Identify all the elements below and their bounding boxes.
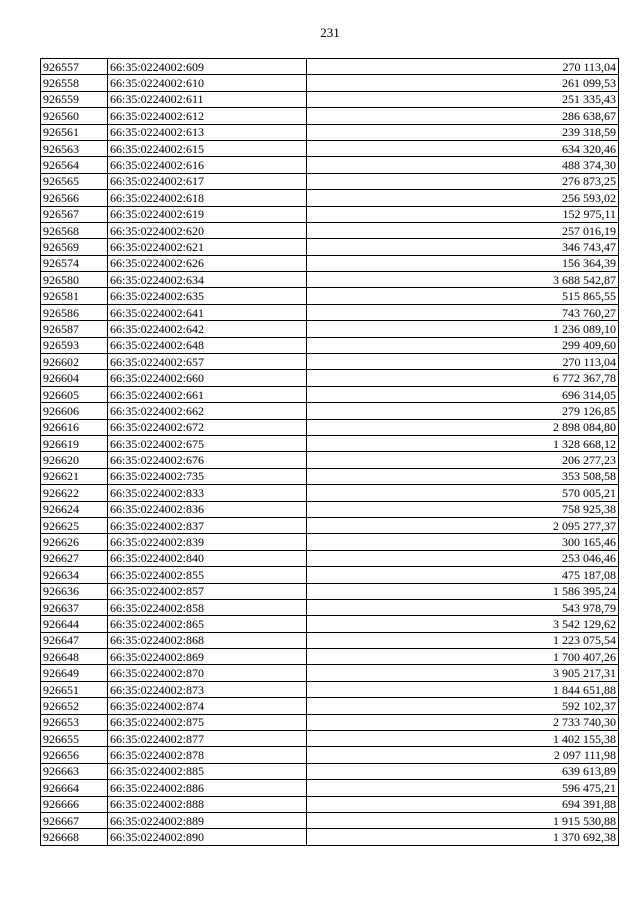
row-number-cell: 926604 [41, 370, 108, 386]
table-row [41, 91, 619, 107]
cadastral-number-cell: 66:35:0224002:648 [108, 337, 307, 353]
cadastral-number-cell: 66:35:0224002:662 [108, 403, 307, 419]
cadastral-number-cell: 66:35:0224002:617 [108, 173, 307, 189]
row-number-cell: 926580 [41, 272, 108, 288]
cadastral-value-cell: 1 402 155,38 [307, 731, 619, 747]
table-row [41, 403, 619, 419]
cadastral-value-cell: 596 475,21 [307, 780, 619, 796]
cadastral-value-cell: 156 364,39 [307, 255, 619, 271]
row-number-cell: 926563 [41, 140, 108, 156]
cadastral-value-cell: 1 328 668,12 [307, 435, 619, 451]
row-number-cell: 926666 [41, 796, 108, 812]
table-row [41, 501, 619, 517]
table-row [41, 157, 619, 173]
cadastral-value-cell: 1 844 651,88 [307, 681, 619, 697]
cadastral-value-cell: 1 370 692,38 [307, 829, 619, 845]
cadastral-value-cell: 1 236 089,10 [307, 321, 619, 337]
cadastral-number-cell: 66:35:0224002:613 [108, 124, 307, 140]
cadastral-number-cell: 66:35:0224002:675 [108, 435, 307, 451]
row-number-cell: 926616 [41, 419, 108, 435]
cadastral-value-cell: 239 318,59 [307, 124, 619, 140]
cadastral-number-cell: 66:35:0224002:855 [108, 567, 307, 583]
table-row [41, 747, 619, 763]
cadastral-value-cell: 2 097 111,98 [307, 747, 619, 763]
cadastral-value-cell: 1 223 075,54 [307, 632, 619, 648]
row-number-cell: 926561 [41, 124, 108, 140]
row-number-cell: 926605 [41, 386, 108, 402]
row-number-cell: 926586 [41, 304, 108, 320]
cadastral-number-cell: 66:35:0224002:616 [108, 157, 307, 173]
row-number-cell: 926663 [41, 763, 108, 779]
row-number-cell: 926568 [41, 222, 108, 238]
table-row [41, 665, 619, 681]
table-row [41, 140, 619, 156]
row-number-cell: 926567 [41, 206, 108, 222]
table-row [41, 75, 619, 91]
cadastral-value-cell: 634 320,46 [307, 140, 619, 156]
table-row [41, 780, 619, 796]
cadastral-value-cell: 2 733 740,30 [307, 714, 619, 730]
cadastral-value-cell: 515 865,55 [307, 288, 619, 304]
cadastral-value-cell: 270 113,04 [307, 354, 619, 370]
row-number-cell: 926664 [41, 780, 108, 796]
table-row [41, 583, 619, 599]
table-row [41, 763, 619, 779]
table-row [41, 599, 619, 615]
table-row [41, 337, 619, 353]
cadastral-value-cell: 353 508,58 [307, 468, 619, 484]
table-row [41, 386, 619, 402]
cadastral-value-cell: 256 593,02 [307, 190, 619, 206]
row-number-cell: 926647 [41, 632, 108, 648]
cadastral-number-cell: 66:35:0224002:735 [108, 468, 307, 484]
row-number-cell: 926620 [41, 452, 108, 468]
row-number-cell: 926626 [41, 534, 108, 550]
table-row [41, 222, 619, 238]
cadastral-number-cell: 66:35:0224002:888 [108, 796, 307, 812]
row-number-cell: 926581 [41, 288, 108, 304]
table-row [41, 239, 619, 255]
cadastral-value-cell: 694 391,88 [307, 796, 619, 812]
table-row [41, 370, 619, 386]
row-number-cell: 926560 [41, 108, 108, 124]
table-row [41, 534, 619, 550]
row-number-cell: 926668 [41, 829, 108, 845]
row-number-cell: 926606 [41, 403, 108, 419]
row-number-cell: 926634 [41, 567, 108, 583]
cadastral-number-cell: 66:35:0224002:857 [108, 583, 307, 599]
cadastral-value-cell: 286 638,67 [307, 108, 619, 124]
table-row [41, 206, 619, 222]
cadastral-number-cell: 66:35:0224002:635 [108, 288, 307, 304]
cadastral-value-cell: 6 772 367,78 [307, 370, 619, 386]
table-row [41, 108, 619, 124]
cadastral-number-cell: 66:35:0224002:858 [108, 599, 307, 615]
cadastral-number-cell: 66:35:0224002:626 [108, 255, 307, 271]
row-number-cell: 926648 [41, 649, 108, 665]
cadastral-number-cell: 66:35:0224002:621 [108, 239, 307, 255]
cadastral-number-cell: 66:35:0224002:634 [108, 272, 307, 288]
cadastral-value-cell: 570 005,21 [307, 485, 619, 501]
cadastral-number-cell: 66:35:0224002:873 [108, 681, 307, 697]
row-number-cell: 926624 [41, 501, 108, 517]
table-row [41, 714, 619, 730]
cadastral-number-cell: 66:35:0224002:870 [108, 665, 307, 681]
table-row [41, 468, 619, 484]
cadastral-number-cell: 66:35:0224002:610 [108, 75, 307, 91]
row-number-cell: 926564 [41, 157, 108, 173]
row-number-cell: 926622 [41, 485, 108, 501]
table-body [41, 59, 619, 846]
cadastral-number-cell: 66:35:0224002:836 [108, 501, 307, 517]
table-row [41, 190, 619, 206]
cadastral-number-cell: 66:35:0224002:672 [108, 419, 307, 435]
table-row [41, 812, 619, 828]
table-row [41, 731, 619, 747]
row-number-cell: 926569 [41, 239, 108, 255]
cadastral-value-cell: 251 335,43 [307, 91, 619, 107]
cadastral-value-cell: 206 277,23 [307, 452, 619, 468]
table-row [41, 288, 619, 304]
cadastral-value-cell: 270 113,04 [307, 59, 619, 75]
row-number-cell: 926625 [41, 517, 108, 533]
row-number-cell: 926656 [41, 747, 108, 763]
row-number-cell: 926649 [41, 665, 108, 681]
row-number-cell: 926593 [41, 337, 108, 353]
cadastral-value-cell: 300 165,46 [307, 534, 619, 550]
cadastral-value-cell: 475 187,08 [307, 567, 619, 583]
cadastral-value-cell: 758 925,38 [307, 501, 619, 517]
cadastral-number-cell: 66:35:0224002:676 [108, 452, 307, 468]
cadastral-number-cell: 66:35:0224002:661 [108, 386, 307, 402]
table-row [41, 173, 619, 189]
row-number-cell: 926652 [41, 698, 108, 714]
row-number-cell: 926621 [41, 468, 108, 484]
table-row [41, 567, 619, 583]
table-row [41, 698, 619, 714]
cadastral-number-cell: 66:35:0224002:875 [108, 714, 307, 730]
table-row [41, 272, 619, 288]
cadastral-value-cell: 1 586 395,24 [307, 583, 619, 599]
cadastral-number-cell: 66:35:0224002:641 [108, 304, 307, 320]
row-number-cell: 926636 [41, 583, 108, 599]
cadastral-number-cell: 66:35:0224002:612 [108, 108, 307, 124]
cadastral-value-cell: 592 102,37 [307, 698, 619, 714]
row-number-cell: 926565 [41, 173, 108, 189]
table-row [41, 321, 619, 337]
table-row [41, 632, 619, 648]
cadastral-number-cell: 66:35:0224002:889 [108, 812, 307, 828]
row-number-cell: 926627 [41, 550, 108, 566]
cadastral-number-cell: 66:35:0224002:868 [108, 632, 307, 648]
table-row [41, 649, 619, 665]
row-number-cell: 926587 [41, 321, 108, 337]
cadastral-number-cell: 66:35:0224002:620 [108, 222, 307, 238]
cadastral-number-cell: 66:35:0224002:869 [108, 649, 307, 665]
cadastral-number-cell: 66:35:0224002:619 [108, 206, 307, 222]
table-row [41, 550, 619, 566]
row-number-cell: 926566 [41, 190, 108, 206]
cadastral-number-cell: 66:35:0224002:886 [108, 780, 307, 796]
table-row [41, 255, 619, 271]
cadastral-number-cell: 66:35:0224002:618 [108, 190, 307, 206]
cadastral-number-cell: 66:35:0224002:874 [108, 698, 307, 714]
table-row [41, 124, 619, 140]
cadastral-value-cell: 3 688 542,87 [307, 272, 619, 288]
table-row [41, 616, 619, 632]
row-number-cell: 926602 [41, 354, 108, 370]
cadastral-value-cell: 696 314,05 [307, 386, 619, 402]
cadastral-number-cell: 66:35:0224002:878 [108, 747, 307, 763]
table-row [41, 59, 619, 75]
cadastral-value-cell: 299 409,60 [307, 337, 619, 353]
row-number-cell: 926637 [41, 599, 108, 615]
table-row [41, 452, 619, 468]
table-row [41, 681, 619, 697]
table-row [41, 829, 619, 845]
cadastral-number-cell: 66:35:0224002:609 [108, 59, 307, 75]
cadastral-value-cell: 257 016,19 [307, 222, 619, 238]
cadastral-value-cell: 276 873,25 [307, 173, 619, 189]
cadastral-value-cell: 253 046,46 [307, 550, 619, 566]
cadastral-value-cell: 279 126,85 [307, 403, 619, 419]
table-row [41, 354, 619, 370]
cadastral-value-cell: 261 099,53 [307, 75, 619, 91]
table-row [41, 304, 619, 320]
cadastral-value-cell: 3 542 129,62 [307, 616, 619, 632]
cadastral-number-cell: 66:35:0224002:611 [108, 91, 307, 107]
page-number: 231 [320, 25, 340, 40]
row-number-cell: 926653 [41, 714, 108, 730]
cadastral-value-cell: 639 613,89 [307, 763, 619, 779]
cadastral-value-cell: 1 915 530,88 [307, 812, 619, 828]
cadastral-number-cell: 66:35:0224002:837 [108, 517, 307, 533]
cadastral-number-cell: 66:35:0224002:885 [108, 763, 307, 779]
row-number-cell: 926558 [41, 75, 108, 91]
row-number-cell: 926619 [41, 435, 108, 451]
cadastral-number-cell: 66:35:0224002:890 [108, 829, 307, 845]
row-number-cell: 926655 [41, 731, 108, 747]
table-row [41, 419, 619, 435]
row-number-cell: 926557 [41, 59, 108, 75]
cadastral-value-table [40, 58, 619, 846]
cadastral-number-cell: 66:35:0224002:660 [108, 370, 307, 386]
cadastral-value-cell: 543 978,79 [307, 599, 619, 615]
cadastral-number-cell: 66:35:0224002:865 [108, 616, 307, 632]
table-row [41, 796, 619, 812]
table-row [41, 435, 619, 451]
cadastral-value-cell: 743 760,27 [307, 304, 619, 320]
row-number-cell: 926651 [41, 681, 108, 697]
row-number-cell: 926559 [41, 91, 108, 107]
row-number-cell: 926644 [41, 616, 108, 632]
table-row [41, 485, 619, 501]
cadastral-number-cell: 66:35:0224002:615 [108, 140, 307, 156]
cadastral-number-cell: 66:35:0224002:839 [108, 534, 307, 550]
cadastral-value-cell: 152 975,11 [307, 206, 619, 222]
cadastral-number-cell: 66:35:0224002:642 [108, 321, 307, 337]
cadastral-value-cell: 2 898 084,80 [307, 419, 619, 435]
cadastral-value-cell: 2 095 277,37 [307, 517, 619, 533]
cadastral-number-cell: 66:35:0224002:833 [108, 485, 307, 501]
row-number-cell: 926574 [41, 255, 108, 271]
cadastral-value-cell: 346 743,47 [307, 239, 619, 255]
cadastral-number-cell: 66:35:0224002:877 [108, 731, 307, 747]
cadastral-value-cell: 1 700 407,26 [307, 649, 619, 665]
table-row [41, 517, 619, 533]
row-number-cell: 926667 [41, 812, 108, 828]
cadastral-number-cell: 66:35:0224002:840 [108, 550, 307, 566]
cadastral-value-cell: 3 905 217,31 [307, 665, 619, 681]
cadastral-value-cell: 488 374,30 [307, 157, 619, 173]
cadastral-number-cell: 66:35:0224002:657 [108, 354, 307, 370]
